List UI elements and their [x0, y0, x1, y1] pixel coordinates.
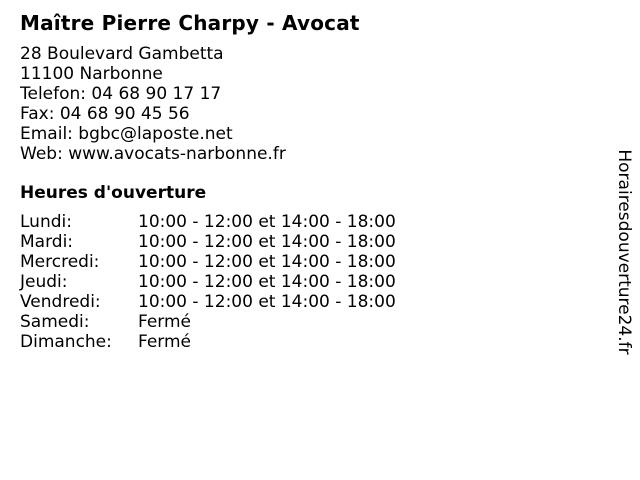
contact-block	[20, 44, 600, 164]
day-label: Jeudi:	[20, 272, 68, 292]
day-label: Samedi:	[20, 312, 90, 332]
opening-hours-table	[20, 212, 600, 352]
day-label: Vendredi:	[20, 292, 101, 312]
hours-value: 10:00 - 12:00 et 14:00 - 18:00	[138, 252, 396, 272]
address-street: 28 Boulevard Gambetta	[20, 44, 224, 64]
address-city: 11100 Narbonne	[20, 64, 163, 84]
site-watermark: Horairesdouverture24.fr	[614, 149, 634, 355]
day-label: Dimanche:	[20, 332, 112, 352]
day-label: Lundi:	[20, 212, 72, 232]
hours-value: 10:00 - 12:00 et 14:00 - 18:00	[138, 212, 396, 232]
hours-row-thursday	[20, 272, 600, 292]
hours-value: Fermé	[138, 332, 192, 352]
hours-value: 10:00 - 12:00 et 14:00 - 18:00	[138, 272, 396, 292]
hours-row-saturday	[20, 312, 600, 332]
website-text: Web: www.avocats-narbonne.fr	[20, 144, 286, 164]
hours-row-monday	[20, 212, 600, 232]
hours-row-wednesday	[20, 252, 600, 272]
business-card	[20, 10, 600, 352]
hours-value: 10:00 - 12:00 et 14:00 - 18:00	[138, 232, 396, 252]
hours-row-sunday	[20, 332, 600, 352]
fax-text: Fax: 04 68 90 45 56	[20, 104, 190, 124]
page-title: Maître Pierre Charpy - Avocat	[20, 11, 360, 35]
hours-value: Fermé	[138, 312, 192, 332]
phone-text: Telefon: 04 68 90 17 17	[20, 84, 222, 104]
hours-value: 10:00 - 12:00 et 14:00 - 18:00	[138, 292, 396, 312]
day-label: Mercredi:	[20, 252, 100, 272]
hours-row-tuesday	[20, 232, 600, 252]
opening-hours-heading: Heures d'ouverture	[20, 183, 207, 203]
hours-row-friday	[20, 292, 600, 312]
email-text: Email: bgbc@laposte.net	[20, 124, 233, 144]
day-label: Mardi:	[20, 232, 74, 252]
